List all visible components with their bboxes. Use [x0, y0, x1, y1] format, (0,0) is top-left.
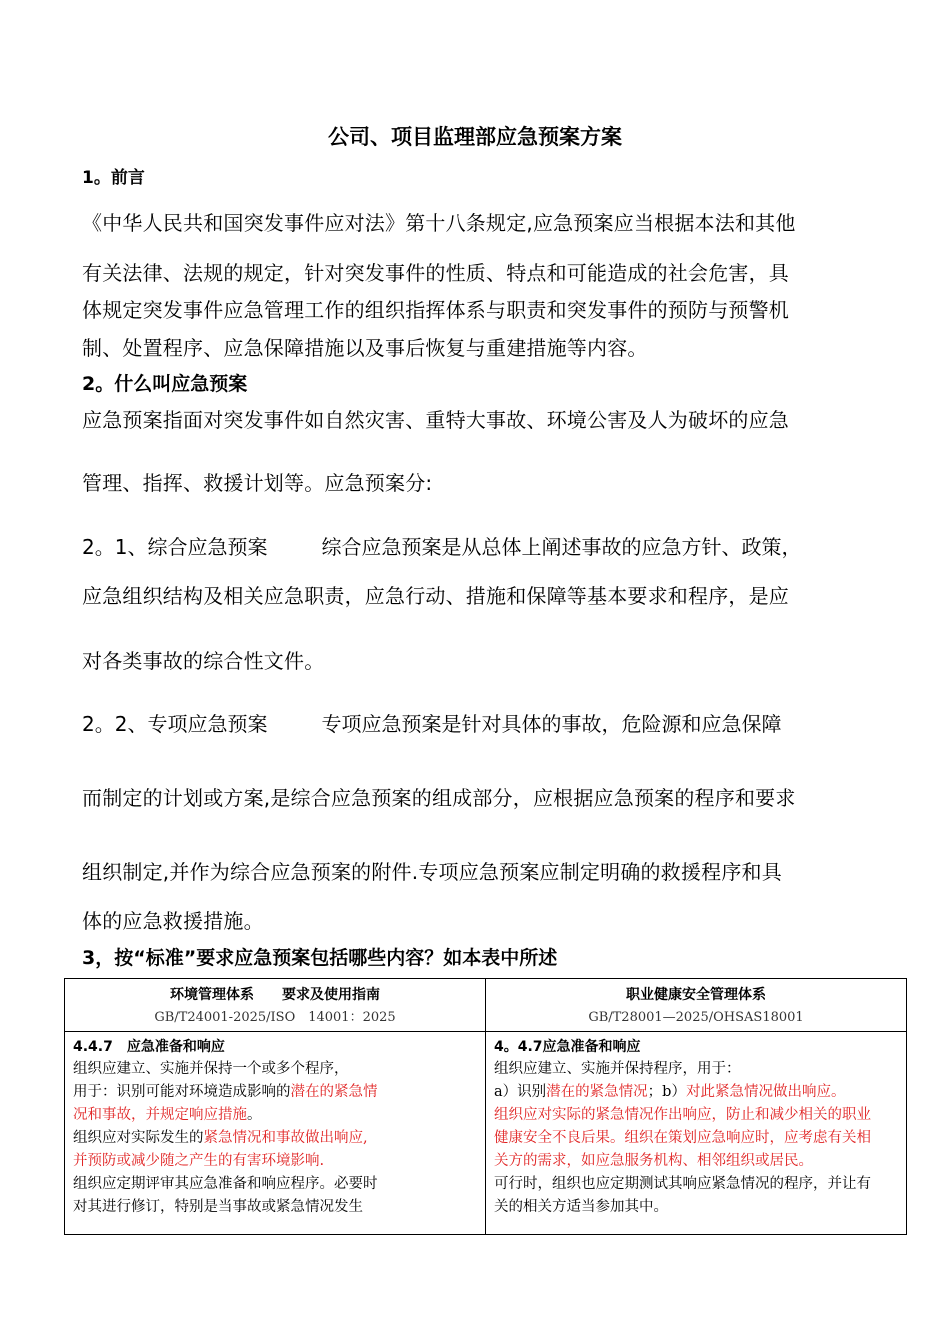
- right-line-3: 组织应对实际的紧急情况作出响应，防止和减少相关的职业: [494, 1107, 871, 1123]
- s2-2-line-3: 组织制定,并作为综合应急预案的附件.专项应急预案应制定明确的救援程序和具: [82, 860, 782, 884]
- section-2-heading: 2。什么叫应急预案: [82, 373, 248, 395]
- s2-2-line-4: 体的应急救援措施。: [82, 909, 264, 933]
- right-line-2: [494, 1081, 898, 1104]
- left-clause-heading: 4.4.7 应急准备和响应: [73, 1039, 225, 1055]
- right-system-title: 职业健康安全管理体系: [626, 987, 766, 1003]
- s2-2-paragraph-start: [82, 708, 781, 737]
- right-line-5: 关方的需求，如应急服务机构、相邻组织或居民。: [494, 1153, 813, 1169]
- table-header-left: [65, 979, 486, 1032]
- section-1-heading: 1。前言: [82, 168, 145, 188]
- page-title: 公司、项目监理部应急预案方案: [328, 125, 622, 149]
- table-body-row: [65, 1032, 907, 1235]
- left-line-2-b: 潜在的紧急情: [290, 1084, 378, 1100]
- left-system-title: 环境管理体系 要求及使用指南: [170, 987, 380, 1003]
- s1-line-1: 《中华人民共和国突发事件应对法》第十八条规定,应急预案应当根据本法和其他: [82, 211, 796, 235]
- s1-line-3: 体规定突发事件应急管理工作的组织指挥体系与职责和突发事件的预防与预警机: [82, 298, 789, 322]
- s1-line-4: 制、处置程序、应急保障措施以及事后恢复与重建措施等内容。: [82, 336, 648, 360]
- right-line-2-c: ；b）: [647, 1084, 686, 1100]
- s2-1-paragraph-start: [82, 531, 801, 560]
- right-line-7: 关的相关方适当参加其中。: [494, 1199, 668, 1215]
- left-line-6: 组织应定期评审其应急准备和响应程序。必要时: [73, 1176, 378, 1192]
- right-line-2-a: a）识别: [494, 1084, 547, 1100]
- right-standard-code: GB/T28001—2025/OHSAS18001: [588, 1010, 804, 1025]
- left-line-4: [73, 1127, 477, 1150]
- left-line-4-a: 组织应对实际发生的: [73, 1130, 204, 1146]
- right-line-6: 可行时，组织也应定期测试其响应紧急情况的程序，并让有: [494, 1176, 871, 1192]
- s2-2-text: 专项应急预案是针对具体的事故，危险源和应急保障: [321, 712, 782, 736]
- s2-line-1: 应急预案指面对突发事件如自然灾害、重特大事故、环境公害及人为破坏的应急: [82, 408, 789, 432]
- left-line-7: 对其进行修订，特别是当事故或紧急情况发生: [73, 1199, 363, 1215]
- left-line-1: 组织应建立、实施并保持一个或多个程序，: [73, 1061, 349, 1077]
- s2-2-line-2: 而制定的计划或方案,是综合应急预案的组成部分，应根据应急预案的程序和要求: [82, 786, 796, 810]
- left-line-2-a: 用于：识别可能对环境造成影响的: [73, 1084, 291, 1100]
- right-line-4: 健康安全不良后果。组织在策划应急响应时，应考虑有关相: [494, 1130, 871, 1146]
- section-3-heading: 3，按“标准”要求应急预案包括哪些内容？如本表中所述: [82, 947, 558, 969]
- s2-1-label: 2。1、综合应急预案: [82, 535, 268, 559]
- standards-comparison-table: [64, 978, 907, 1235]
- right-line-2-d: 对此紧急情况做出响应。: [685, 1084, 846, 1100]
- s2-1-line-3: 对各类事故的综合性文件。: [82, 649, 325, 673]
- table-header-row: [65, 979, 907, 1032]
- left-line-4-b: 紧急情况和事故做出响应,: [203, 1130, 368, 1146]
- s2-1-line-2: 应急组织结构及相关应急职责，应急行动、措施和保障等基本要求和程序，是应: [82, 584, 789, 608]
- s2-1-text: 综合应急预案是从总体上阐述事故的应急方针、政策，: [321, 535, 802, 559]
- table-cell-left: [65, 1032, 486, 1235]
- right-line-2-b: 潜在的紧急情况: [546, 1084, 648, 1100]
- left-line-3-a: 况和事故，并规定响应措施: [73, 1107, 247, 1123]
- s1-line-2: 有关法律、法规的规定，针对突发事件的性质、特点和可能造成的社会危害，具: [82, 261, 789, 285]
- left-line-3-b: 。: [247, 1107, 262, 1123]
- s2-line-2: 管理、指挥、救援计划等。应急预案分:: [82, 471, 433, 495]
- table-header-right: [486, 979, 907, 1032]
- left-line-2: [73, 1081, 477, 1104]
- left-standard-code: GB/T24001-2025/ISO 14001：2025: [154, 1010, 396, 1025]
- right-clause-heading: 4。4.7应急准备和响应: [494, 1039, 641, 1055]
- left-line-3: [73, 1104, 477, 1127]
- table-cell-right: [486, 1032, 907, 1235]
- s2-2-label: 2。2、专项应急预案: [82, 712, 268, 736]
- right-line-1: 组织应建立、实施并保持程序，用于：: [494, 1061, 741, 1077]
- left-line-5: 并预防或减少随之产生的有害环境影响.: [73, 1153, 325, 1169]
